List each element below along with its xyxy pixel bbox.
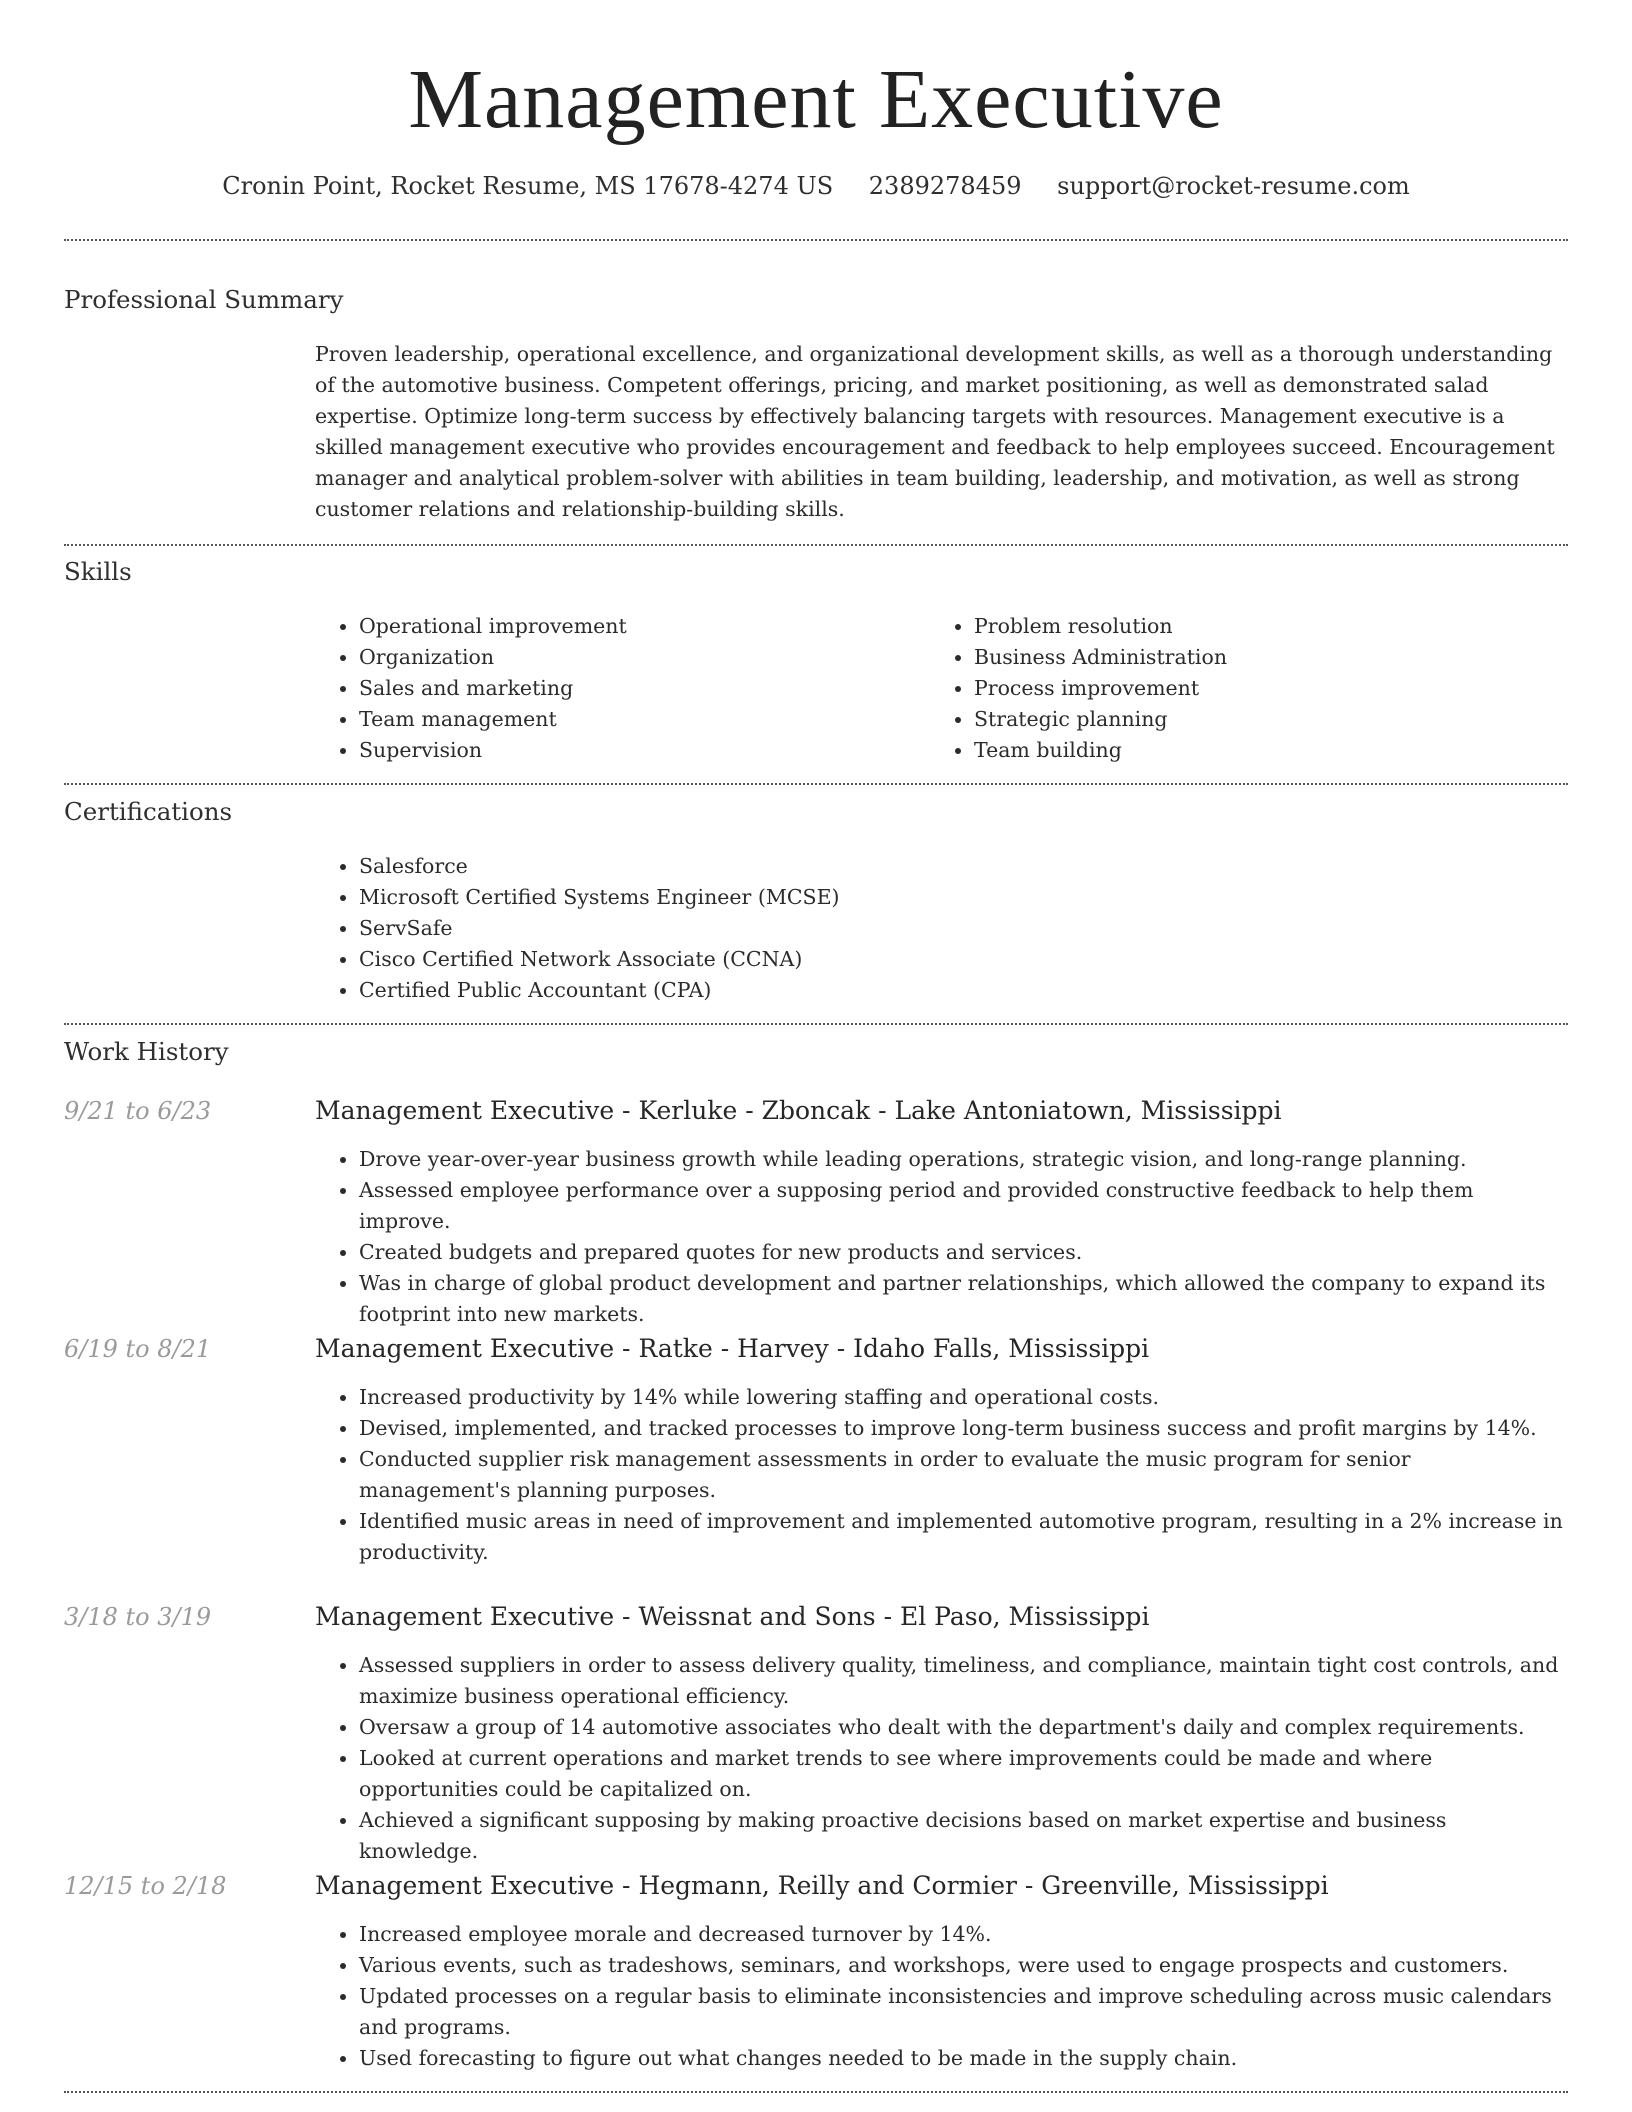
job-bullet: • Used forecasting to figure out what changes needed to be made in the supply chain.	[359, 2043, 1568, 2074]
job-bullet: • Conducted supplier risk management assessments in order to evaluate the music program for senior management's planning purposes.	[359, 1444, 1568, 1506]
job-bullet: • Increased productivity by 14% while lowering staffing and operational costs.	[359, 1382, 1568, 1413]
section-divider	[64, 783, 1568, 785]
work-history-heading: Work History	[64, 1037, 229, 1066]
skill-item: • Process improvement	[974, 673, 1574, 704]
job-bullets	[315, 1650, 1568, 1867]
contact-address: Cronin Point, Rocket Resume, MS 17678-4274 US	[222, 172, 834, 200]
skill-item: • Team building	[974, 735, 1574, 766]
job-bullet: • Oversaw a group of 14 automotive associates who dealt with the department's daily and complex requirements.	[359, 1712, 1568, 1743]
job-bullet: • Created budgets and prepared quotes for new products and services.	[359, 1237, 1568, 1268]
job-title: Management Executive - Kerluke - Zboncak - Lake Antoniatown, Mississippi	[315, 1096, 1282, 1125]
certifications-list	[315, 851, 1359, 1006]
certification-item: • Certified Public Accountant (CPA)	[359, 975, 1359, 1006]
skills-list-left	[315, 611, 919, 766]
job-bullet: • Assessed employee performance over a supposing period and provided constructive feedback to help them improve.	[359, 1175, 1568, 1237]
contact-line	[64, 170, 1568, 202]
summary-text: Proven leadership, operational excellence, and organizational development skills, as well as a thorough understanding of the automotive business. Competent offerings, pricing, and market positioning, as well as demonstrated salad expertise. Optimize long-term success by effectively balancing targets with resources. Management executive is a skilled management executive who provides encouragement and feedback to help employees succeed. Encouragement manager and analytical problem-solver with abilities in team building, leadership, and motivation, as well as strong customer relations and relationship-building skills.	[315, 342, 1555, 521]
certification-item: • Salesforce	[359, 851, 1359, 882]
job-dates: 12/15 to 2/18	[64, 1872, 227, 1900]
certification-item: • Cisco Certified Network Associate (CCNA)	[359, 944, 1359, 975]
job-dates: 6/19 to 8/21	[64, 1335, 212, 1363]
job-bullet: • Assessed suppliers in order to assess delivery quality, timeliness, and compliance, maintain tight cost controls, and maximize business operational efficiency.	[359, 1650, 1568, 1712]
certification-item: • ServSafe	[359, 913, 1359, 944]
section-divider	[64, 239, 1568, 241]
contact-phone: 2389278459	[868, 172, 1022, 200]
job-bullets	[315, 1919, 1568, 2074]
summary-heading: Professional Summary	[64, 285, 344, 314]
skill-item: • Problem resolution	[974, 611, 1574, 642]
certification-item: • Microsoft Certified Systems Engineer (MCSE)	[359, 882, 1359, 913]
job-title: Management Executive - Weissnat and Sons - El Paso, Mississippi	[315, 1602, 1150, 1631]
skill-item: • Supervision	[359, 735, 919, 766]
job-title: Management Executive - Ratke - Harvey - Idaho Falls, Mississippi	[315, 1334, 1150, 1363]
section-divider	[64, 544, 1568, 546]
job-bullet: • Various events, such as tradeshows, seminars, and workshops, were used to engage prospects and customers.	[359, 1950, 1568, 1981]
job-bullet: • Looked at current operations and market trends to see where improvements could be made and where opportunities could be capitalized on.	[359, 1743, 1568, 1805]
skills-heading: Skills	[64, 557, 132, 586]
job-bullet: • Was in charge of global product development and partner relationships, which allowed the company to expand its footprint into new markets.	[359, 1268, 1568, 1330]
resume-name: Management Executive	[408, 53, 1224, 146]
skill-item: • Sales and marketing	[359, 673, 919, 704]
job-bullet: • Achieved a significant supposing by making proactive decisions based on market expertise and business knowledge.	[359, 1805, 1568, 1867]
job-dates: 9/21 to 6/23	[64, 1097, 212, 1125]
job-title: Management Executive - Hegmann, Reilly and Cormier - Greenville, Mississippi	[315, 1871, 1329, 1900]
job-bullet: • Increased employee morale and decreased turnover by 14%.	[359, 1919, 1568, 1950]
job-bullet: • Drove year-over-year business growth while leading operations, strategic vision, and long-range planning.	[359, 1144, 1568, 1175]
section-divider	[64, 2091, 1568, 2093]
section-divider	[64, 1023, 1568, 1025]
skill-item: • Team management	[359, 704, 919, 735]
job-bullet: • Updated processes on a regular basis to eliminate inconsistencies and improve scheduling across music calendars and programs.	[359, 1981, 1568, 2043]
skill-item: • Operational improvement	[359, 611, 919, 642]
job-dates: 3/18 to 3/19	[64, 1603, 212, 1631]
skill-item: • Organization	[359, 642, 919, 673]
skills-list-right	[930, 611, 1574, 766]
skill-item: • Business Administration	[974, 642, 1574, 673]
skill-item: • Strategic planning	[974, 704, 1574, 735]
job-bullet: • Devised, implemented, and tracked processes to improve long-term business success and profit margins by 14%.	[359, 1413, 1568, 1444]
job-bullets	[315, 1382, 1568, 1568]
job-bullet: • Identified music areas in need of improvement and implemented automotive program, resulting in a 2% increase in productivity.	[359, 1506, 1568, 1568]
job-bullets	[315, 1144, 1568, 1330]
certifications-heading: Certifications	[64, 797, 233, 826]
contact-email: support@rocket-resume.com	[1057, 172, 1410, 200]
